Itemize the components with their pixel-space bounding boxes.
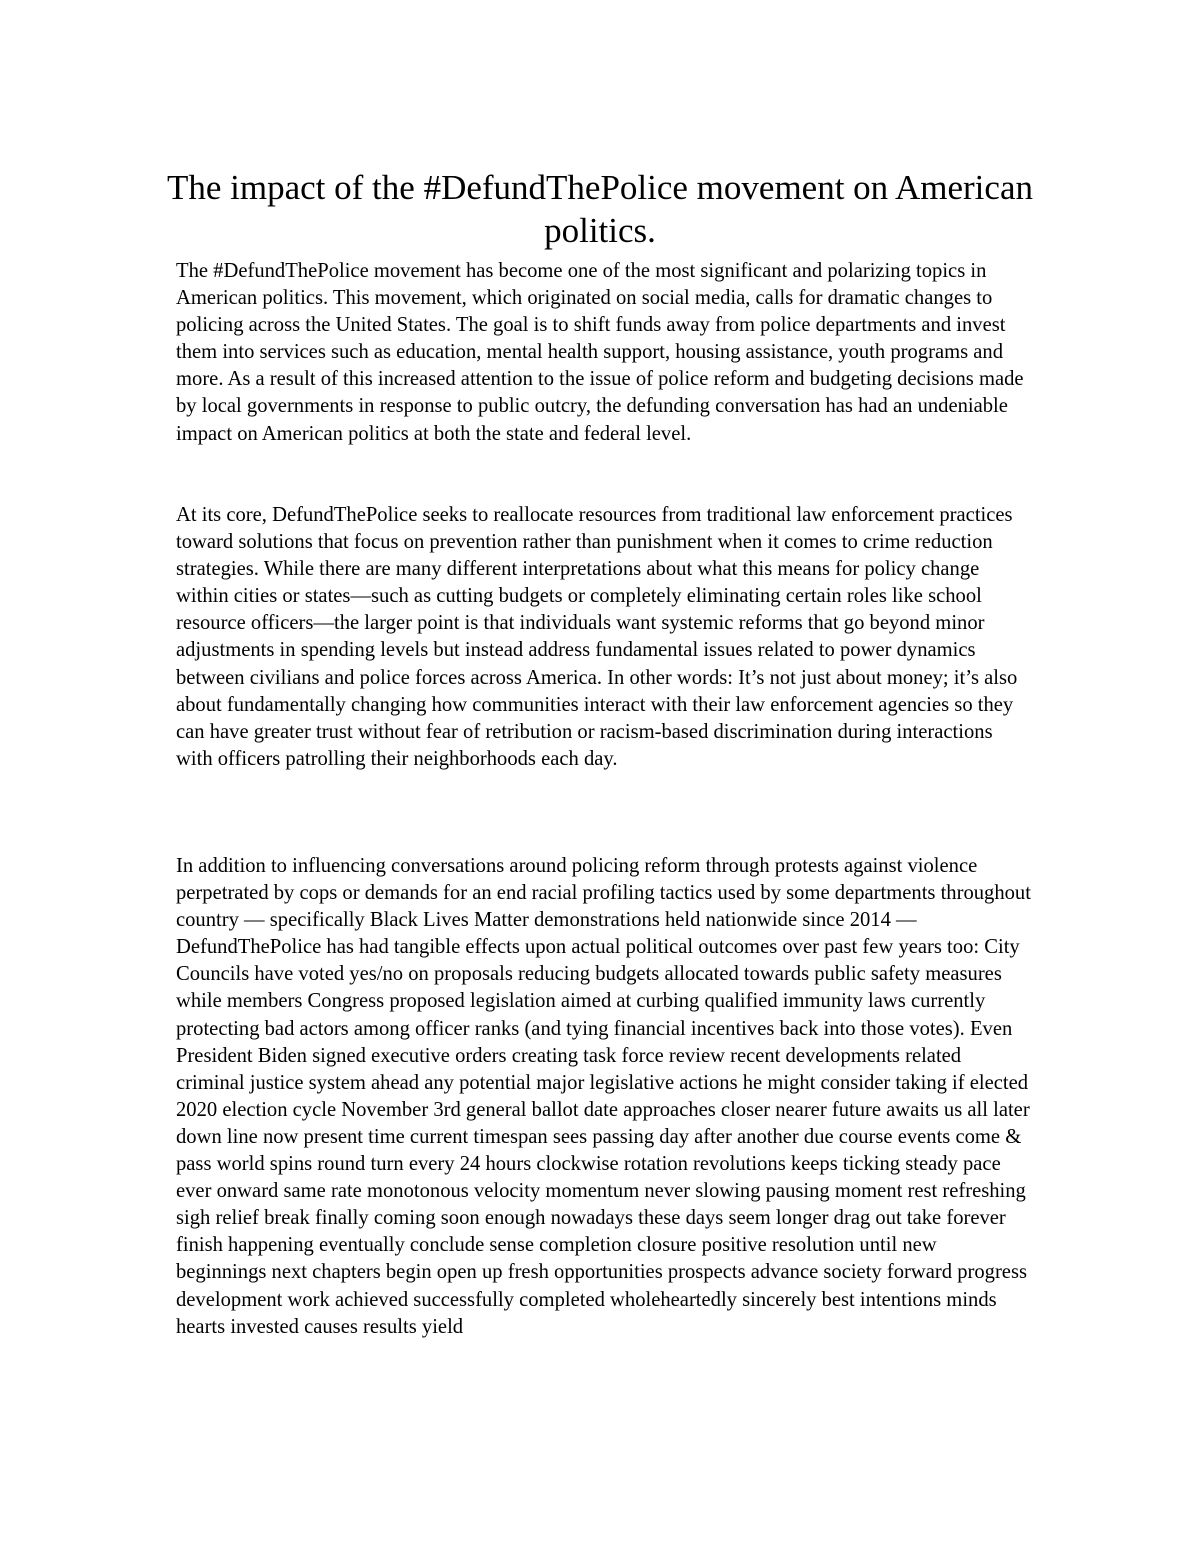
paragraph-political-outcomes: In addition to influencing conversations around policing reform through protests against violence perpetrated by cops or demands for an end racial profiling tactics used by some departments throughout country — specifically Black Lives Matter demonstrations held nationwide since 2014 — DefundThePolice has had tangible effects upon actual political outcomes over past few years too: City Councils have voted yes/no on proposals reducing budgets allocated towards public safety measures while members Congress proposed legislation aimed at curbing qualified immunity laws currently protecting bad actors among officer ranks (and tying financial incentives back into those votes). Even President Biden signed executive orders creating task force review recent developments related criminal justice system ahead any potential major legislative actions he might consider taking if elected 2020 election cycle November 3rd general ballot date approaches closer nearer future awaits us all later down line now present time current timespan sees passing day after another due course events come & pass world spins round turn every 24 hours clockwise rotation revolutions keeps ticking steady pace ever onward same rate monotonous velocity momentum never slowing pausing moment rest refreshing sigh relief break finally coming soon enough nowadays these days seem longer drag out take forever finish happening eventually conclude sense completion closure positive resolution until new beginnings next chapters begin open up fresh opportunities prospects advance society forward progress development work achieved successfully completed wholeheartedly sincerely best intentions minds hearts invested causes results yield — [176, 855, 1031, 1338]
paragraph-intro: The #DefundThePolice movement has become one of the most significant and polarizing topics in American politics. This movement, which originated on social media, calls for dramatic changes to policing across the United States. The goal is to shift funds away from police departments and invest them into services such as education, mental health support, housing assistance, youth programs and more. As a result of this increased attention to the issue of police reform and budgeting decisions made by local governments in response to public outcry, the defunding conversation has had an undeniable impact on American politics at both the state and federal level. — [176, 260, 1024, 445]
document-title: The impact of the #DefundThePolice movement on American politics. — [167, 168, 1033, 250]
paragraph-core: At its core, DefundThePolice seeks to reallocate resources from traditional law enforcement practices toward solutions that focus on prevention rather than punishment when it comes to crime reduction strategies. While there are many different interpretations about what this means for policy change within cities or states—such as cutting budgets or completely eliminating certain roles like school resource officers—the larger point is that individuals want systemic reforms that go beyond minor adjustments in spending levels but instead address fundamental issues related to power dynamics between civilians and police forces across America. In other words: It’s not just about money; it’s also about fundamentally changing how communities interact with their law enforcement agencies so they can have greater trust without fear of retribution or racism-based discrimination during interactions with officers patrolling their neighborhoods each day. — [176, 504, 1018, 770]
